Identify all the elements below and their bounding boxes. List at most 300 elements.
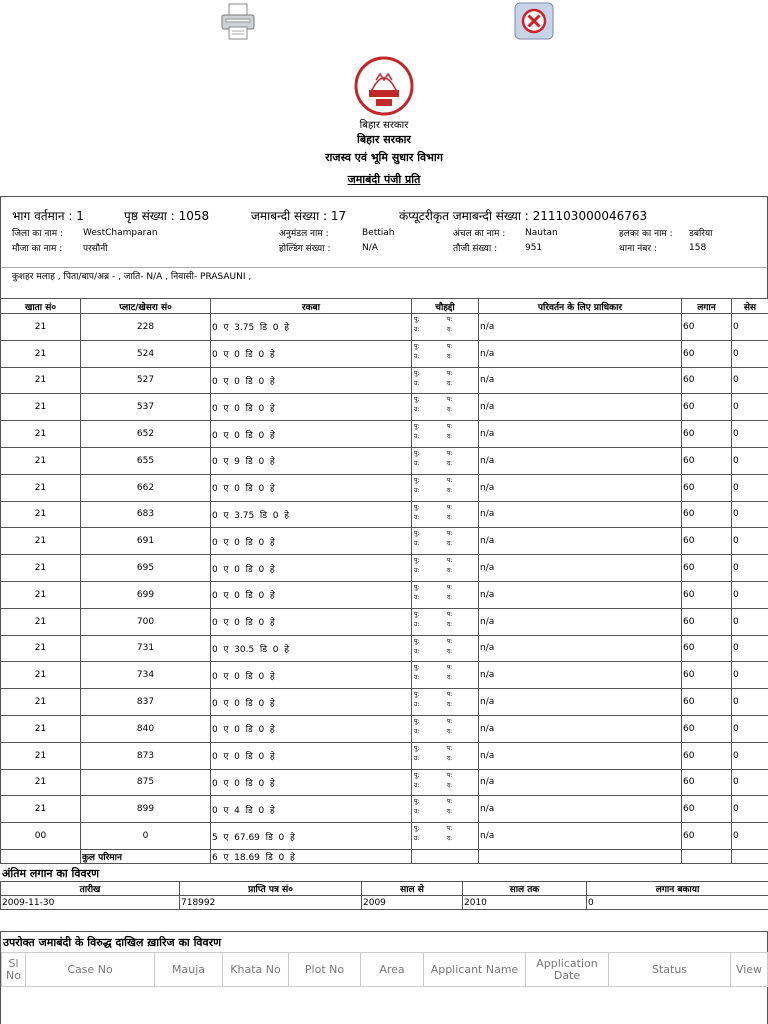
total-empty-cell [682, 849, 732, 863]
authority-cell: n/a [479, 823, 682, 850]
total-label: कुल परिमान [81, 849, 211, 863]
chauhaddi-cell [412, 662, 479, 689]
chauhaddi-north: उ: [414, 835, 420, 843]
col-header-khata: खाता सं० [1, 299, 81, 314]
owner-details: कुशहर मलाह , पिता/बाप/अब्र - , जाति- N/A , निवासी- PRASAUNI , [12, 272, 252, 282]
chauhaddi-south: द: [447, 326, 453, 333]
lagan-header-to-year: साल तक [463, 882, 587, 896]
anumandal-label: अनुमंडल नाम : [279, 229, 329, 239]
authority-cell: n/a [479, 340, 682, 367]
khata-cell: 21 [1, 635, 81, 662]
ses-cell: 0 [732, 555, 768, 582]
plot-cell: 840 [81, 715, 211, 742]
mauja-value: परसौनी [83, 244, 108, 254]
chauhaddi-east: पु: [414, 557, 420, 565]
chauhaddi-cell [412, 769, 479, 796]
lagan-date: 2009-11-30 [1, 896, 180, 910]
holding-label: होल्डिंग संख्या : [279, 244, 331, 254]
chauhaddi-east: पु: [414, 798, 420, 806]
plot-cell: 695 [81, 555, 211, 582]
authority-cell: n/a [479, 581, 682, 608]
rakba-cell: 0 ए 0 डि 0 हे [211, 555, 412, 582]
chauhaddi-east: पु: [414, 691, 420, 699]
khata-cell: 21 [1, 340, 81, 367]
plot-cell: 691 [81, 528, 211, 555]
kharij-section-title: उपरोक्त जमाबंदी के विरुद्ध दाखिल ख़ारिज का विवरण [3, 936, 222, 949]
authority-cell: n/a [479, 394, 682, 421]
printer-icon [218, 2, 258, 42]
plot-cell: 873 [81, 742, 211, 769]
chauhaddi-south: द: [447, 647, 453, 655]
authority-cell: n/a [479, 742, 682, 769]
chauhaddi-west: प: [447, 637, 453, 645]
chauhaddi-west: प: [447, 503, 453, 511]
lagan-cell: 60 [682, 689, 732, 716]
lagan-cell: 60 [682, 608, 732, 635]
department-name: राजस्व एवं भूमि सुधार विभाग [325, 151, 443, 164]
lagan-cell: 60 [682, 555, 732, 582]
chauhaddi-east: पु: [414, 637, 420, 645]
kharij-header-row [2, 953, 768, 987]
table-row [1, 555, 768, 582]
khata-cell: 21 [1, 367, 81, 394]
chauhaddi-north: उ: [414, 808, 420, 816]
col-header-authority: परिवर्तन के लिए प्राधिकार [479, 299, 682, 314]
khata-cell: 21 [1, 501, 81, 528]
mauja-label: मौजा का नाम : [12, 244, 63, 254]
khata-cell: 21 [1, 742, 81, 769]
khata-cell: 21 [1, 581, 81, 608]
total-empty-cell [732, 849, 768, 863]
close-circle-icon [514, 2, 554, 40]
thana-label: थाना नंबर : [619, 244, 657, 254]
col-header-rakba: रकबा [211, 299, 412, 314]
authority-cell: n/a [479, 474, 682, 501]
page-title: जमाबंदी पंजी प्रति [347, 173, 421, 186]
table-row [1, 742, 768, 769]
chauhaddi-cell [412, 689, 479, 716]
authority-cell: n/a [479, 314, 682, 341]
rakba-cell: 0 ए 0 डि 0 हे [211, 474, 412, 501]
lagan-due: 0 [587, 896, 768, 910]
authority-cell: n/a [479, 367, 682, 394]
lagan-header-receipt: प्राप्ति पत्र सं० [180, 882, 362, 896]
col-header-ses: सेस [732, 299, 768, 314]
chauhaddi-east: पु: [414, 771, 420, 779]
chauhaddi-north: उ: [414, 701, 420, 709]
chauhaddi-west: प: [447, 316, 453, 323]
lagan-cell: 60 [682, 394, 732, 421]
tauzi-value: 951 [525, 243, 543, 253]
ses-cell: 0 [732, 823, 768, 850]
record-info [0, 196, 768, 298]
lagan-cell: 60 [682, 715, 732, 742]
lagan-to-year: 2010 [463, 896, 587, 910]
anchal-label: अंचल का नाम : [453, 229, 506, 239]
khata-cell: 21 [1, 474, 81, 501]
khata-cell: 21 [1, 662, 81, 689]
lagan-receipt: 718992 [180, 896, 362, 910]
chauhaddi-south: द: [447, 567, 453, 575]
chauhaddi-south: द: [447, 754, 453, 762]
ses-cell: 0 [732, 796, 768, 823]
chauhaddi-cell [412, 555, 479, 582]
chauhaddi-north: उ: [414, 379, 420, 387]
kharij-header-date: Application Date [526, 953, 609, 987]
ses-cell: 0 [732, 501, 768, 528]
chauhaddi-east: पु: [414, 342, 420, 350]
authority-cell: n/a [479, 796, 682, 823]
khata-table [0, 298, 768, 864]
chauhaddi-west: प: [447, 664, 453, 672]
ses-cell: 0 [732, 474, 768, 501]
plot-cell: 537 [81, 394, 211, 421]
table-body [1, 314, 768, 864]
khata-cell: 00 [1, 823, 81, 850]
chauhaddi-west: प: [447, 583, 453, 591]
lagan-cell: 60 [682, 474, 732, 501]
chauhaddi-east: पु: [414, 610, 420, 618]
chauhaddi-east: पु: [414, 369, 420, 377]
plot-cell: 700 [81, 608, 211, 635]
chauhaddi-east: पु: [414, 825, 420, 833]
chauhaddi-north: उ: [414, 620, 420, 628]
chauhaddi-south: द: [447, 808, 453, 816]
rakba-cell: 0 ए 0 डि 0 हे [211, 769, 412, 796]
plot-cell: 837 [81, 689, 211, 716]
chauhaddi-north: उ: [414, 647, 420, 655]
rakba-cell: 0 ए 0 डि 0 हे [211, 528, 412, 555]
chauhaddi-south: द: [447, 835, 453, 843]
chauhaddi-south: द: [447, 701, 453, 709]
kharij-header-status: Status [609, 953, 731, 987]
kharij-header-plot: Plot No [289, 953, 361, 987]
khata-cell: 21 [1, 421, 81, 448]
lagan-cell: 60 [682, 742, 732, 769]
lagan-cell: 60 [682, 528, 732, 555]
chauhaddi-west: प: [447, 557, 453, 565]
chauhaddi-south: द: [447, 540, 453, 548]
chauhaddi-cell [412, 823, 479, 850]
lagan-row [1, 896, 768, 910]
table-row [1, 421, 768, 448]
chauhaddi-south: द: [447, 674, 453, 682]
kharij-header-view: View [731, 953, 768, 987]
chauhaddi-west: प: [447, 449, 453, 457]
lagan-cell: 60 [682, 501, 732, 528]
jamabandi-sankhya: जमाबन्दी संख्या : 17 [251, 209, 347, 223]
table-row [1, 528, 768, 555]
table-row [1, 823, 768, 850]
authority-cell: n/a [479, 715, 682, 742]
plot-cell: 655 [81, 447, 211, 474]
chauhaddi-cell [412, 421, 479, 448]
plot-cell: 524 [81, 340, 211, 367]
kharij-header-applicant: Applicant Name [424, 953, 526, 987]
chauhaddi-east: पु: [414, 744, 420, 752]
table-row [1, 662, 768, 689]
kharij-header-area: Area [361, 953, 424, 987]
lagan-cell: 60 [682, 635, 732, 662]
table-row [1, 447, 768, 474]
chauhaddi-north: उ: [414, 352, 420, 360]
ses-cell: 0 [732, 394, 768, 421]
khata-cell: 21 [1, 555, 81, 582]
print-button[interactable] [218, 2, 258, 42]
plot-cell: 662 [81, 474, 211, 501]
table-row [1, 715, 768, 742]
halka-label: हलका का नाम : [619, 229, 673, 239]
chauhaddi-south: द: [447, 593, 453, 601]
authority-cell: n/a [479, 501, 682, 528]
plot-cell: 683 [81, 501, 211, 528]
chauhaddi-east: पु: [414, 664, 420, 672]
chauhaddi-east: पु: [414, 423, 420, 431]
chauhaddi-south: द: [447, 352, 453, 360]
rakba-cell: 0 ए 3.75 डि 0 हे [211, 501, 412, 528]
table-row [1, 689, 768, 716]
chauhaddi-east: पु: [414, 583, 420, 591]
chauhaddi-west: प: [447, 610, 453, 618]
chauhaddi-north: उ: [414, 593, 420, 601]
ses-cell: 0 [732, 528, 768, 555]
chauhaddi-north: उ: [414, 754, 420, 762]
chauhaddi-south: द: [447, 781, 453, 789]
table-row [1, 501, 768, 528]
lagan-cell: 60 [682, 769, 732, 796]
table-row [1, 340, 768, 367]
chauhaddi-cell [412, 367, 479, 394]
chauhaddi-west: प: [447, 717, 453, 725]
chauhaddi-cell [412, 340, 479, 367]
lagan-cell: 60 [682, 662, 732, 689]
chauhaddi-cell [412, 501, 479, 528]
halka-value: डबरिया [689, 229, 713, 239]
chauhaddi-west: प: [447, 691, 453, 699]
table-row [1, 474, 768, 501]
total-empty-cell [479, 849, 682, 863]
kharij-section [0, 931, 768, 1024]
chauhaddi-east: पु: [414, 316, 420, 323]
total-empty-cell [1, 849, 81, 863]
rakba-cell: 0 ए 0 डि 0 हे [211, 421, 412, 448]
kharij-header-sl: Sl No [2, 953, 26, 987]
bhag-vartaman: भाग वर्तमान : 1 [12, 209, 84, 223]
chauhaddi-north: उ: [414, 727, 420, 735]
lagan-cell: 60 [682, 421, 732, 448]
lagan-header-due: लगान बकाया [587, 882, 768, 896]
prishth-sankhya: पृष्ठ संख्या : 1058 [124, 209, 210, 223]
holding-value: N/A [362, 243, 378, 253]
chauhaddi-cell [412, 742, 479, 769]
chauhaddi-south: द: [447, 459, 453, 467]
lagan-cell: 60 [682, 367, 732, 394]
authority-cell: n/a [479, 421, 682, 448]
chauhaddi-west: प: [447, 798, 453, 806]
rakba-cell: 0 ए 0 डि 0 हे [211, 581, 412, 608]
chauhaddi-north: उ: [414, 674, 420, 682]
chauhaddi-cell [412, 474, 479, 501]
total-empty-cell [412, 849, 479, 863]
chauhaddi-east: पु: [414, 476, 420, 484]
chauhaddi-north: उ: [414, 513, 420, 521]
rakba-cell: 0 ए 0 डि 0 हे [211, 367, 412, 394]
chauhaddi-west: प: [447, 369, 453, 377]
chauhaddi-west: प: [447, 771, 453, 779]
emblem-caption: बिहार सरकार [359, 120, 409, 131]
chauhaddi-south: द: [447, 379, 453, 387]
khata-cell: 21 [1, 314, 81, 341]
authority-cell: n/a [479, 635, 682, 662]
chauhaddi-cell [412, 394, 479, 421]
ses-cell: 0 [732, 769, 768, 796]
plot-cell: 0 [81, 823, 211, 850]
khata-cell: 21 [1, 394, 81, 421]
chauhaddi-cell [412, 635, 479, 662]
rakba-cell: 0 ए 3.75 डि 0 हे [211, 314, 412, 341]
authority-cell: n/a [479, 769, 682, 796]
chauhaddi-north: उ: [414, 540, 420, 548]
authority-cell: n/a [479, 447, 682, 474]
toolbar [0, 0, 768, 44]
ses-cell: 0 [732, 715, 768, 742]
authority-cell: n/a [479, 528, 682, 555]
chauhaddi-east: पु: [414, 449, 420, 457]
ses-cell: 0 [732, 340, 768, 367]
plot-cell: 228 [81, 314, 211, 341]
chauhaddi-cell [412, 608, 479, 635]
plot-cell: 734 [81, 662, 211, 689]
lagan-cell: 60 [682, 796, 732, 823]
kharij-header-khata: Khata No [223, 953, 289, 987]
ses-cell: 0 [732, 689, 768, 716]
chauhaddi-cell [412, 581, 479, 608]
chauhaddi-north: उ: [414, 567, 420, 575]
ses-cell: 0 [732, 581, 768, 608]
lagan-table [0, 881, 768, 910]
ses-cell: 0 [732, 742, 768, 769]
khata-cell: 21 [1, 715, 81, 742]
tauzi-label: तौजी संख्या : [453, 244, 498, 254]
ses-cell: 0 [732, 421, 768, 448]
plot-cell: 527 [81, 367, 211, 394]
chauhaddi-cell [412, 796, 479, 823]
col-header-plot: प्लाट/खेसरा सं० [81, 299, 211, 314]
authority-cell: n/a [479, 555, 682, 582]
ses-cell: 0 [732, 314, 768, 341]
rakba-cell: 0 ए 0 डि 0 हे [211, 608, 412, 635]
chauhaddi-east: पु: [414, 530, 420, 538]
rakba-cell: 0 ए 9 डि 0 हे [211, 447, 412, 474]
table-row [1, 367, 768, 394]
lagan-cell: 60 [682, 581, 732, 608]
bihar-emblem [354, 56, 414, 116]
chauhaddi-north: उ: [414, 486, 420, 494]
table-row [1, 394, 768, 421]
plot-cell: 731 [81, 635, 211, 662]
chauhaddi-north: उ: [414, 326, 420, 333]
ses-cell: 0 [732, 447, 768, 474]
lagan-header-from-year: साल से [362, 882, 463, 896]
chauhaddi-north: उ: [414, 459, 420, 467]
zila-value: WestChamparan [83, 228, 158, 238]
chauhaddi-east: पु: [414, 717, 420, 725]
chauhaddi-south: द: [447, 727, 453, 735]
khata-cell: 21 [1, 528, 81, 555]
chauhaddi-cell [412, 528, 479, 555]
chauhaddi-south: द: [447, 513, 453, 521]
rakba-cell: 0 ए 0 डि 0 हे [211, 340, 412, 367]
authority-cell: n/a [479, 662, 682, 689]
divider [1, 267, 767, 268]
lagan-header-row [1, 882, 768, 896]
table-row [1, 635, 768, 662]
rakba-cell: 0 ए 30.5 डि 0 हे [211, 635, 412, 662]
chauhaddi-north: उ: [414, 406, 420, 414]
rakba-cell: 0 ए 0 डि 0 हे [211, 689, 412, 716]
lagan-cell: 60 [682, 823, 732, 850]
chauhaddi-west: प: [447, 423, 453, 431]
khata-cell: 21 [1, 796, 81, 823]
khata-cell: 21 [1, 608, 81, 635]
rakba-cell: 0 ए 0 डि 0 हे [211, 662, 412, 689]
chauhaddi-south: द: [447, 620, 453, 628]
chauhaddi-south: द: [447, 406, 453, 414]
chauhaddi-cell [412, 314, 479, 341]
chauhaddi-west: प: [447, 744, 453, 752]
khata-cell: 21 [1, 447, 81, 474]
chauhaddi-west: प: [447, 342, 453, 350]
anumandal-value: Bettiah [362, 228, 395, 238]
close-button[interactable] [514, 2, 554, 40]
table-row [1, 608, 768, 635]
chauhaddi-west: प: [447, 476, 453, 484]
table-row [1, 581, 768, 608]
plot-cell: 899 [81, 796, 211, 823]
khata-cell: 21 [1, 689, 81, 716]
rakba-cell: 0 ए 4 डि 0 हे [211, 796, 412, 823]
plot-cell: 875 [81, 769, 211, 796]
total-rakba: 6 ए 18.69 डि 0 हे [211, 849, 412, 863]
lagan-cell: 60 [682, 447, 732, 474]
plot-cell: 652 [81, 421, 211, 448]
zila-label: जिला का नाम : [12, 229, 64, 239]
chauhaddi-west: प: [447, 825, 453, 833]
chauhaddi-east: पु: [414, 503, 420, 511]
lagan-cell: 60 [682, 314, 732, 341]
chauhaddi-cell [412, 447, 479, 474]
table-row [1, 769, 768, 796]
kharij-table [1, 952, 768, 987]
col-header-chauhaddi: चौहद्दी [412, 299, 479, 314]
ses-cell: 0 [732, 367, 768, 394]
ses-cell: 0 [732, 635, 768, 662]
khata-cell: 21 [1, 769, 81, 796]
computerized-jamabandi: कंप्यूटरीकृत जमाबन्दी संख्या : 211103000046763 [399, 209, 648, 223]
government-name: बिहार सरकार [357, 133, 411, 146]
anchal-value: Nautan [525, 228, 558, 238]
rakba-cell: 5 ए 67.69 डि 0 हे [211, 823, 412, 850]
chauhaddi-south: द: [447, 433, 453, 441]
rakba-cell: 0 ए 0 डि 0 हे [211, 394, 412, 421]
chauhaddi-south: द: [447, 486, 453, 494]
plot-cell: 699 [81, 581, 211, 608]
ses-cell: 0 [732, 662, 768, 689]
col-header-lagan: लगान [682, 299, 732, 314]
table-header-row [1, 299, 768, 314]
table-row [1, 796, 768, 823]
document-header [0, 56, 768, 165]
